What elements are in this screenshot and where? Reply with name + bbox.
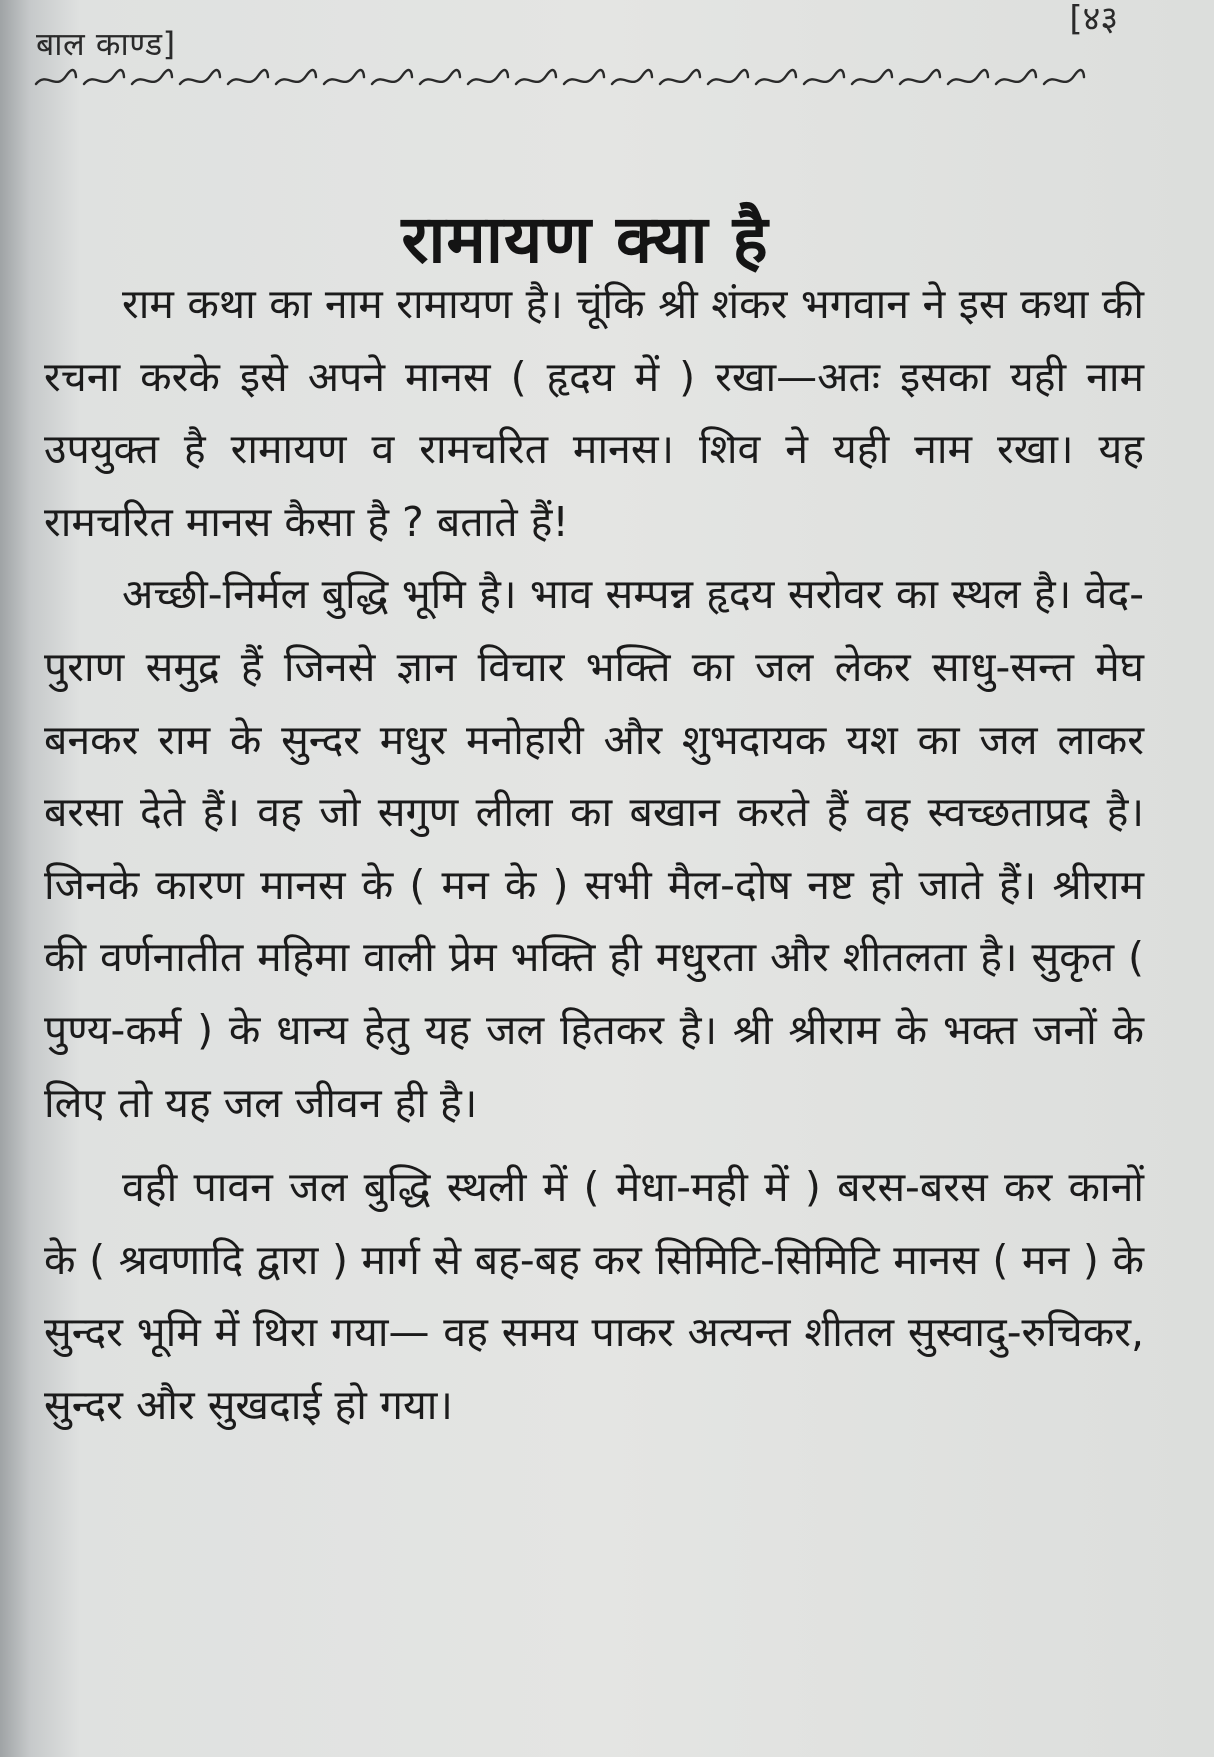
chapter-title: रामायण क्या है xyxy=(401,201,769,279)
body-text xyxy=(44,268,1144,1442)
page-number: [४३ xyxy=(1069,0,1118,39)
decorative-wave-rule xyxy=(34,66,1124,96)
paragraph-3: वही पावन जल बुद्धि स्थली में ( मेधा-मही में ) बरस-बरस कर कानों के ( श्रवणादि द्वारा ) मार्ग से बह-बह कर सिमिटि-सिमिटि मानस ( मन ) के सुन्दर भूमि में थिरा गया— वह समय पाकर अत्यन्त शीतल सुस्वादु-रुचिकर, सुन्दर और सुखदाई हो गया। xyxy=(44,1163,1144,1429)
running-head: बाल काण्ड] xyxy=(36,25,176,63)
paragraph-1: राम कथा का नाम रामायण है। चूंकि श्री शंकर भगवान ने इस कथा की रचना करके इसे अपने मानस ( हृदय में ) रखा—अतः इसका यही नाम उपयुक्त है रामायण व रामचरित मानस। शिव ने यही नाम रखा। यह रामचरित मानस कैसा है ? बताते हैं! xyxy=(44,280,1144,546)
paragraph-2: अच्छी-निर्मल बुद्धि भूमि है। भाव सम्पन्न हृदय सरोवर का स्थल है। वेद-पुराण समुद्र हैं जिनसे ज्ञान विचार भक्ति का जल लेकर साधु-सन्त मेघ बनकर राम के सुन्दर मधुर मनोहारी और शुभदायक यश का जल लाकर बरसा देते हैं। वह जो सगुण लीला का बखान करते हैं वह स्वच्छताप्रद है। जिनके कारण मानस के ( मन के ) सभी मैल-दोष नष्ट हो जाते हैं। श्रीराम की वर्णनातीत महिमा वाली प्रेम भक्ति ही मधुरता और शीतलता है। सुकृत ( पुण्य-कर्म ) के धान्य हेतु यह जल हितकर है। श्री श्रीराम के भक्त जनों के लिए तो यह जल जीवन ही है। xyxy=(44,570,1144,1127)
